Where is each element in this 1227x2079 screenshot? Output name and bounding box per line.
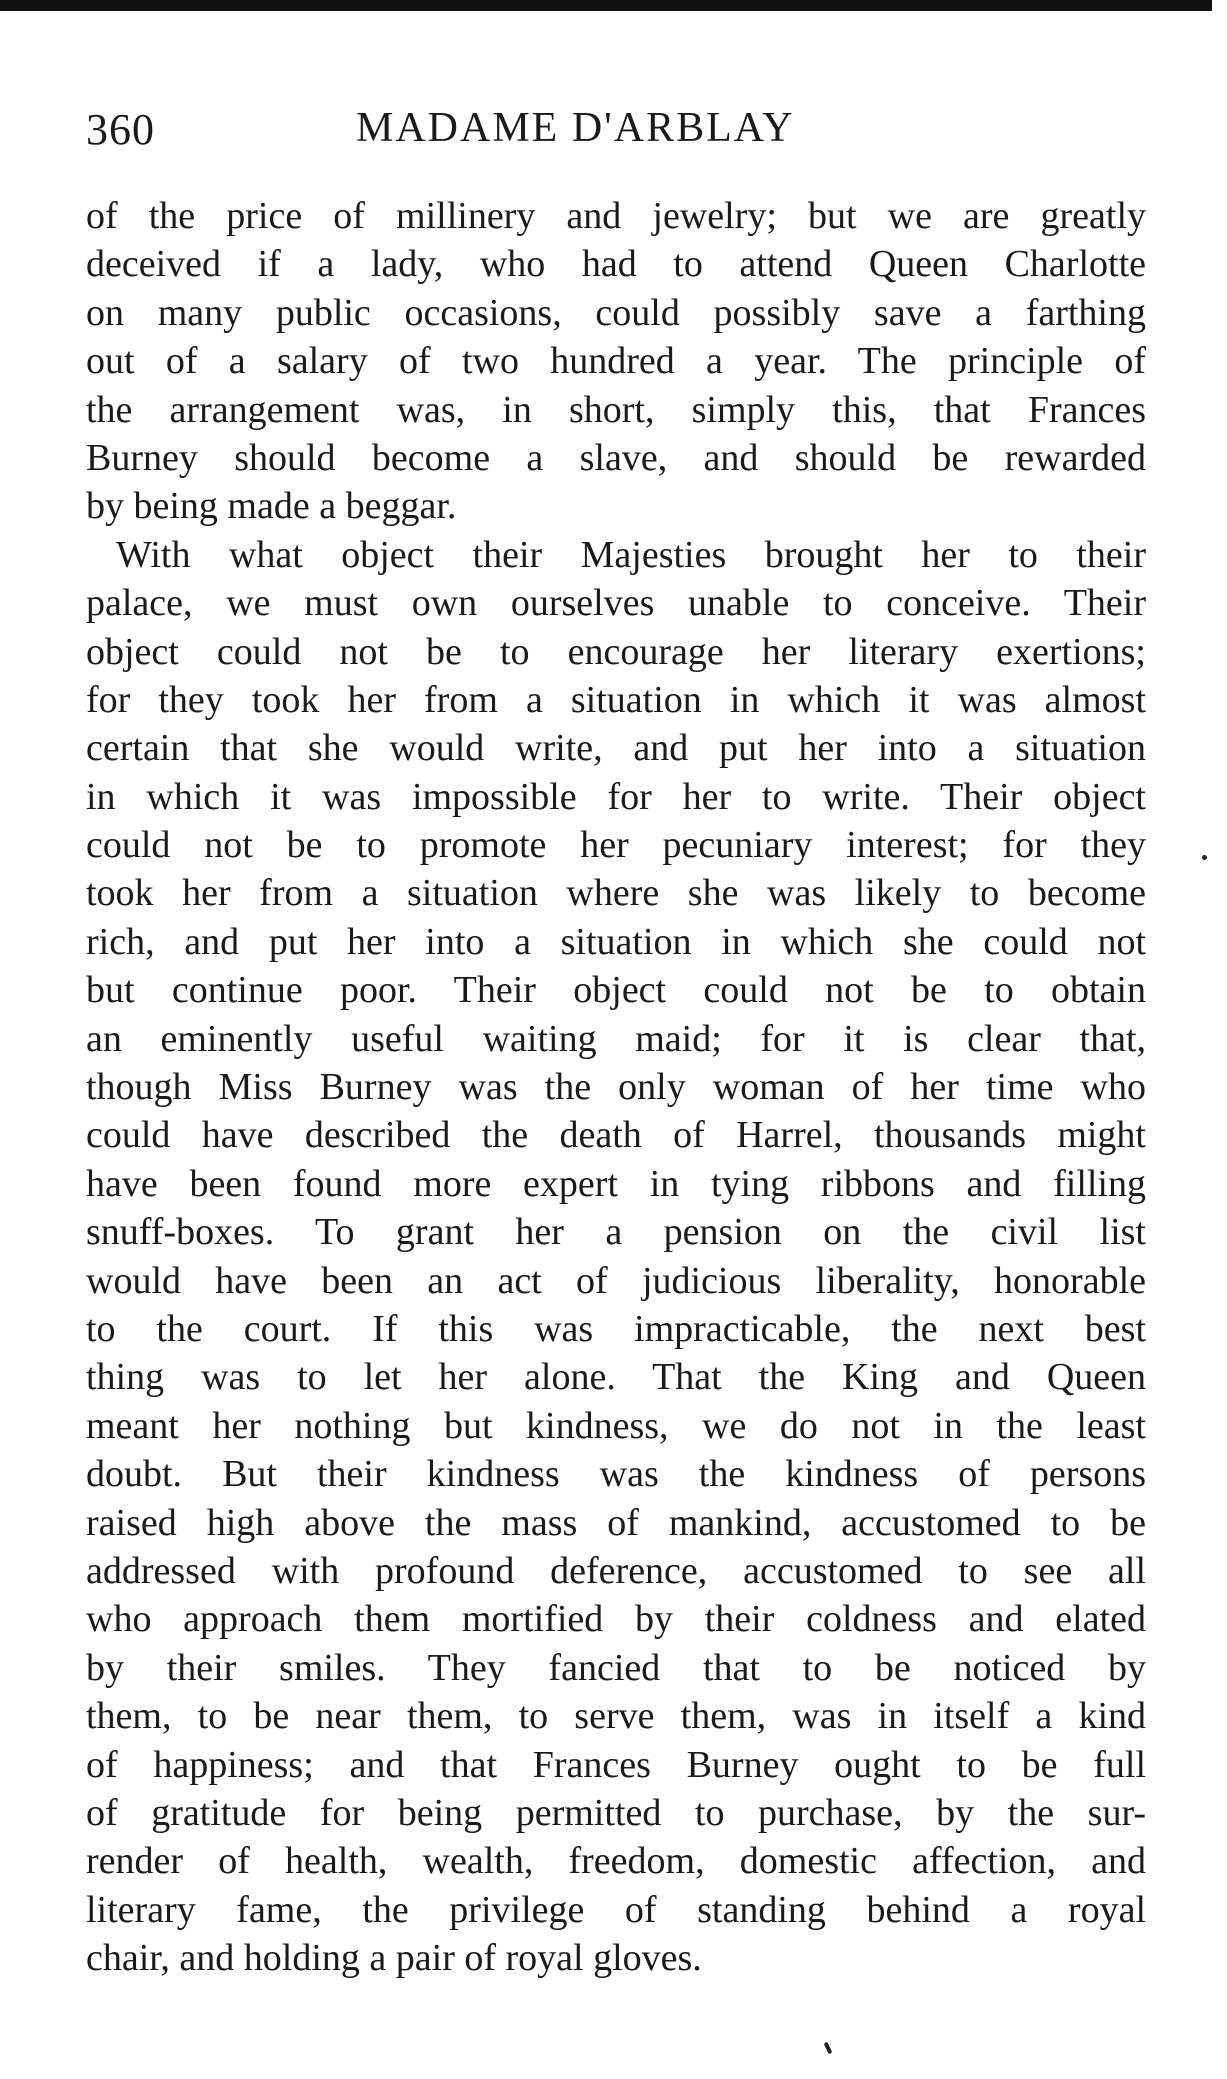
text-line: doubt. But their kindness was the kindness of persons [86, 1453, 1146, 1496]
text-line: of happiness; and that Frances Burney ought to be full [86, 1743, 1146, 1786]
text-line: raised high above the mass of mankind, accustomed to be [86, 1501, 1146, 1544]
text-line: have been found more expert in tying ribbons and filling [86, 1162, 1146, 1205]
text-line: them, to be near them, to serve them, was in itself a kind [86, 1695, 1146, 1738]
text-line: who approach them mortified by their coldness and elated [86, 1598, 1146, 1641]
text-line: snuff-boxes. To grant her a pension on the civil list [86, 1211, 1146, 1254]
page-number: 360 [86, 105, 155, 154]
text-line: but continue poor. Their object could not be to obtain [86, 969, 1146, 1012]
text-line: the arrangement was, in short, simply this, that Frances [86, 388, 1146, 431]
ink-speck [824, 2042, 833, 2055]
text-line: on many public occasions, could possibly save a farthing [86, 291, 1146, 334]
text-line: object could not be to encourage her literary exertions; [86, 630, 1146, 673]
text-line: out of a salary of two hundred a year. The principle of [86, 340, 1146, 383]
text-line: an eminently useful waiting maid; for it is clear that, [86, 1017, 1146, 1060]
text-line: could have described the death of Harrel, thousands might [86, 1114, 1146, 1157]
text-line: certain that she would write, and put her into a situation [86, 727, 1146, 770]
body-text [86, 192, 1146, 1982]
top-rule [0, 0, 1212, 11]
text-line: With what object their Majesties brought her to their [116, 533, 1146, 576]
text-line: though Miss Burney was the only woman of her time who [86, 1066, 1146, 1109]
text-line: to the court. If this was impracticable, the next best [86, 1307, 1146, 1350]
text-line: addressed with profound deference, accustomed to see all [86, 1549, 1146, 1592]
text-line: chair, and holding a pair of royal gloves. [86, 1937, 702, 1980]
text-line: for they took her from a situation in which it was almost [86, 678, 1146, 721]
ink-speck [1202, 855, 1207, 860]
text-line: literary fame, the privilege of standing behind a royal [86, 1888, 1146, 1931]
text-line: by their smiles. They fancied that to be noticed by [86, 1646, 1146, 1689]
text-line: thing was to let her alone. That the King and Queen [86, 1356, 1146, 1399]
text-line: render of health, wealth, freedom, domestic affection, and [86, 1840, 1146, 1883]
text-line: rich, and put her into a situation in which she could not [86, 920, 1146, 963]
text-line: Burney should become a slave, and should be rewarded [86, 436, 1146, 479]
text-line: by being made a beggar. [86, 485, 457, 528]
text-line: took her from a situation where she was likely to become [86, 872, 1146, 915]
text-line: of the price of millinery and jewelry; but we are greatly [86, 195, 1146, 237]
running-head [86, 100, 1146, 160]
text-line: palace, we must own ourselves unable to conceive. Their [86, 582, 1146, 625]
text-line: would have been an act of judicious liberality, honorable [86, 1259, 1146, 1302]
text-line: deceived if a lady, who had to attend Queen Charlotte [86, 243, 1146, 286]
text-line: in which it was impossible for her to write. Their object [86, 775, 1146, 818]
running-title: MADAME D'ARBLAY [356, 105, 795, 151]
text-line: meant her nothing but kindness, we do not in the least [86, 1404, 1146, 1447]
text-line: could not be to promote her pecuniary interest; for they [86, 824, 1146, 867]
text-line: of gratitude for being permitted to purchase, by the sur- [86, 1791, 1146, 1834]
